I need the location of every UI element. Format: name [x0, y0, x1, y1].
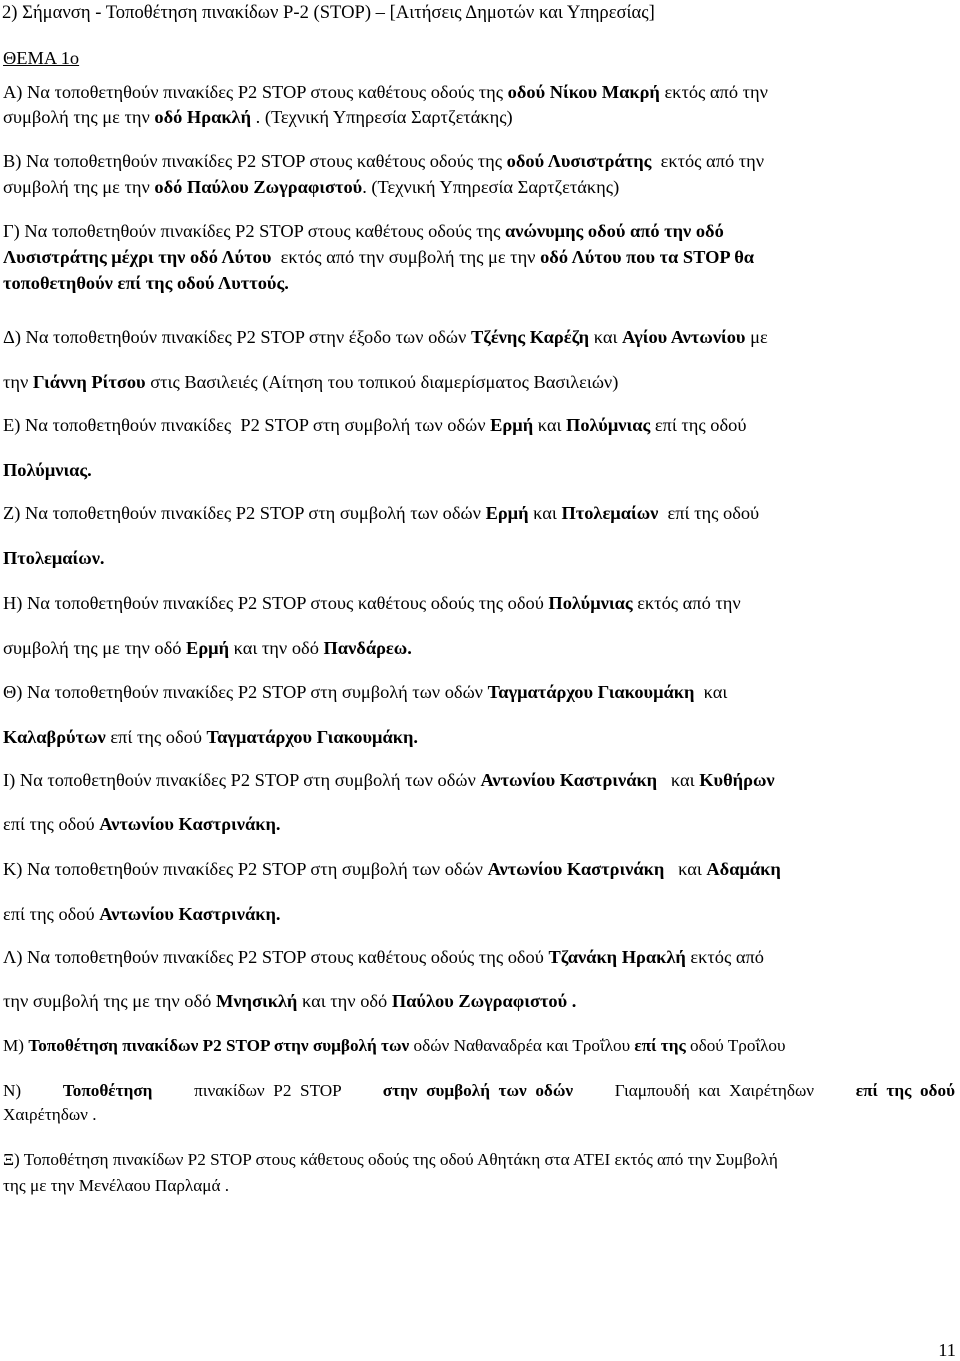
text-line — [3, 946, 764, 968]
bold-text: οδό Παύλου Ζωγραφιστού — [154, 177, 363, 197]
text-segment: Ξ) Τοποθέτηση πινακίδων Ρ2 STOP στους κάθετους οδούς της οδού Αθητάκη στα ΑΤΕΙ εκτός από την Συμβολή — [3, 1150, 778, 1169]
text-segment: Η) Να τοποθετηθούν πινακίδες Ρ2 STOP στους καθέτους οδούς της οδού — [3, 593, 549, 613]
text-segment: επί της οδού — [658, 503, 760, 523]
text-segment: Γ) Να τοποθετηθούν πινακίδες Ρ2 STOP στους καθέτους οδούς της — [3, 221, 505, 241]
text-line — [3, 371, 618, 393]
text-segment: πινακίδων Ρ2 STOP — [185, 1081, 350, 1100]
bold-text: επί της οδού — [855, 1081, 955, 1100]
text-segment: Ζ) Να τοποθετηθούν πινακίδες Ρ2 STOP στη συμβολή των οδών — [3, 503, 486, 523]
text-segment: την συμβολή της με την οδό — [3, 991, 216, 1011]
bold-text: Ερμή — [186, 638, 230, 658]
bold-text: επί της — [634, 1036, 686, 1055]
text-segment: και — [694, 682, 728, 702]
text-segment: εκτός από — [685, 947, 764, 967]
thema-heading: ΘΕΜΑ 1ο — [3, 48, 80, 68]
text-segment: Θ) Να τοποθετηθούν πινακίδες Ρ2 STOP στη συμβολή των οδών — [3, 682, 488, 702]
bold-text: στην συμβολή των οδών — [382, 1081, 574, 1100]
bold-text: οδό Λύτου που τα STOP θα — [540, 247, 755, 267]
text-line — [3, 326, 768, 348]
text-line — [3, 547, 105, 569]
text-segment: Ι) Να τοποθετηθούν πινακίδες Ρ2 STOP στη συμβολή των οδών — [3, 770, 481, 790]
text-segment: . (Τεχνική Υπηρεσία Σαρτζετάκης) — [362, 177, 620, 197]
text-line — [3, 681, 727, 703]
text-segment: οδών Ναθαναδρέα και Τροΐλου — [409, 1036, 635, 1055]
bold-text: Κυθήρων — [699, 770, 775, 790]
text-segment: της με την Μενέλαου Παρλαμά . — [3, 1176, 230, 1195]
text-segment: Κ) Να τοποθετηθούν πινακίδες Ρ2 STOP στη συμβολή των οδών — [3, 859, 488, 879]
text-segment: Β) Να τοποθετηθούν πινακίδες Ρ2 STOP στους καθέτους οδούς της — [3, 151, 507, 171]
bold-text: Πολύμνιας — [566, 415, 651, 435]
text-line — [3, 150, 764, 172]
text-line — [3, 637, 412, 659]
text-segment: επί της οδού — [650, 415, 747, 435]
text-line — [3, 106, 513, 128]
text-segment: Δ) Να τοποθετηθούν πινακίδες Ρ2 STOP στην έξοδο των οδών — [3, 327, 471, 347]
bold-text: οδού Λυσιστράτης — [506, 151, 652, 171]
bold-text: Καλαβρύτων — [3, 727, 106, 747]
bold-text: Πολύμνιας. — [3, 460, 92, 480]
text-segment: Λ) Να τοποθετηθούν πινακίδες Ρ2 STOP στους καθέτους οδούς της οδού — [3, 947, 549, 967]
bold-text: Παύλου Ζωγραφιστού . — [391, 991, 577, 1011]
bold-text: Μνησικλή — [215, 991, 298, 1011]
text-segment: εκτός από την — [659, 82, 768, 102]
bold-text: Τοποθέτηση πινακίδων Ρ2 STOP στην συμβολή των — [28, 1036, 410, 1055]
text-segment: επί της οδού — [3, 904, 100, 924]
bold-text: τοποθετηθούν επί της οδού Λυττούς. — [3, 273, 289, 293]
text-segment: συμβολή της με την — [3, 177, 155, 197]
text-line — [3, 459, 92, 481]
bold-text: Πανδάρεω. — [323, 638, 412, 658]
text-segment: και την οδό — [297, 991, 392, 1011]
section-title: 2) Σήμανση - Τοποθέτηση πινακίδων Ρ-2 (STOP) – [Αιτήσεις Δημοτών και Υπηρεσίας] — [2, 2, 655, 23]
bold-text: Ταγματάρχου Γιακουμάκη — [487, 682, 695, 702]
text-line — [3, 1104, 97, 1126]
text-segment: και — [533, 415, 567, 435]
bold-text: οδό Ηρακλή — [154, 107, 252, 127]
text-segment: εκτός από την συμβολή της με την — [271, 247, 541, 267]
text-segment: και — [589, 327, 623, 347]
text-segment: στις Βασιλειές (Αίτηση του τοπικού διαμερίσματος Βασιλειών) — [145, 372, 619, 392]
bold-text: Αντωνίου Καστρινάκη. — [99, 814, 281, 834]
text-line — [3, 769, 775, 791]
bold-text: Γιάννη Ρίτσου — [32, 372, 146, 392]
bold-text: ανώνυμης οδού από την οδό — [505, 221, 724, 241]
bold-text: Πολύμνιας — [548, 593, 633, 613]
text-segment: την — [3, 372, 33, 392]
text-segment: Α) Να τοποθετηθούν πινακίδες Ρ2 STOP στους καθέτους οδούς της — [3, 82, 508, 102]
bold-text: Τζανάκη Ηρακλή — [548, 947, 686, 967]
text-segment: Ε) Να τοποθετηθούν πινακίδες Ρ2 STOP στη συμβολή των οδών — [3, 415, 491, 435]
text-segment: Μ) — [3, 1036, 29, 1055]
text-segment: επί της οδού — [105, 727, 207, 747]
bold-text: Αντωνίου Καστρινάκη. — [99, 904, 281, 924]
text-line — [3, 903, 281, 925]
text-line — [3, 246, 754, 268]
text-segment: εκτός από την — [632, 593, 741, 613]
text-segment: και — [664, 859, 707, 879]
text-segment: Γιαμπουδή και Χαιρέτηδων — [606, 1081, 823, 1100]
text-segment: εκτός από την — [651, 151, 765, 171]
text-line — [3, 1149, 778, 1171]
bold-text: Ερμή — [490, 415, 534, 435]
text-segment: με — [745, 327, 768, 347]
text-segment: . (Τεχνική Υπηρεσία Σαρτζετάκης) — [251, 107, 513, 127]
text-line — [3, 1080, 955, 1102]
text-line — [3, 414, 746, 436]
text-segment: συμβολή της με την οδό — [3, 638, 187, 658]
bold-text: Πτολεμαίων — [561, 503, 659, 523]
bold-text: Αδαμάκη — [706, 859, 781, 879]
text-line — [3, 813, 281, 835]
text-segment: και την οδό — [229, 638, 324, 658]
text-segment: και — [657, 770, 700, 790]
bold-text: Τοποθέτηση — [62, 1081, 153, 1100]
text-segment: συμβολή της με την — [3, 107, 155, 127]
bold-text: Ερμή — [485, 503, 529, 523]
bold-text: οδού Νίκου Μακρή — [507, 82, 660, 102]
page-number: 11 — [938, 1340, 956, 1360]
text-line — [3, 1175, 229, 1197]
text-line — [3, 220, 724, 242]
bold-text: Αντωνίου Καστρινάκη — [487, 859, 665, 879]
text-line — [3, 502, 759, 524]
bold-text: Λυσιστράτης μέχρι την οδό Λύτου — [3, 247, 272, 267]
text-line — [3, 592, 741, 614]
bold-text: Αντωνίου Καστρινάκη — [480, 770, 658, 790]
text-line — [3, 1035, 786, 1057]
bold-text: Ταγματάρχου Γιακουμάκη. — [206, 727, 418, 747]
text-line — [3, 81, 768, 103]
text-segment: οδού Τροΐλου — [685, 1036, 786, 1055]
text-segment: Χαιρέτηδων . — [3, 1105, 97, 1124]
text-line — [3, 990, 576, 1012]
text-line — [3, 176, 619, 198]
bold-text: Αγίου Αντωνίου — [622, 327, 746, 347]
text-line — [3, 726, 418, 748]
text-segment: επί της οδού — [3, 814, 100, 834]
bold-text: Τζένης Καρέζη — [470, 327, 590, 347]
text-segment: και — [528, 503, 562, 523]
text-segment: Ν) — [3, 1081, 30, 1100]
text-line — [3, 858, 781, 880]
bold-text: Πτολεμαίων. — [3, 548, 105, 568]
text-line — [3, 272, 289, 294]
